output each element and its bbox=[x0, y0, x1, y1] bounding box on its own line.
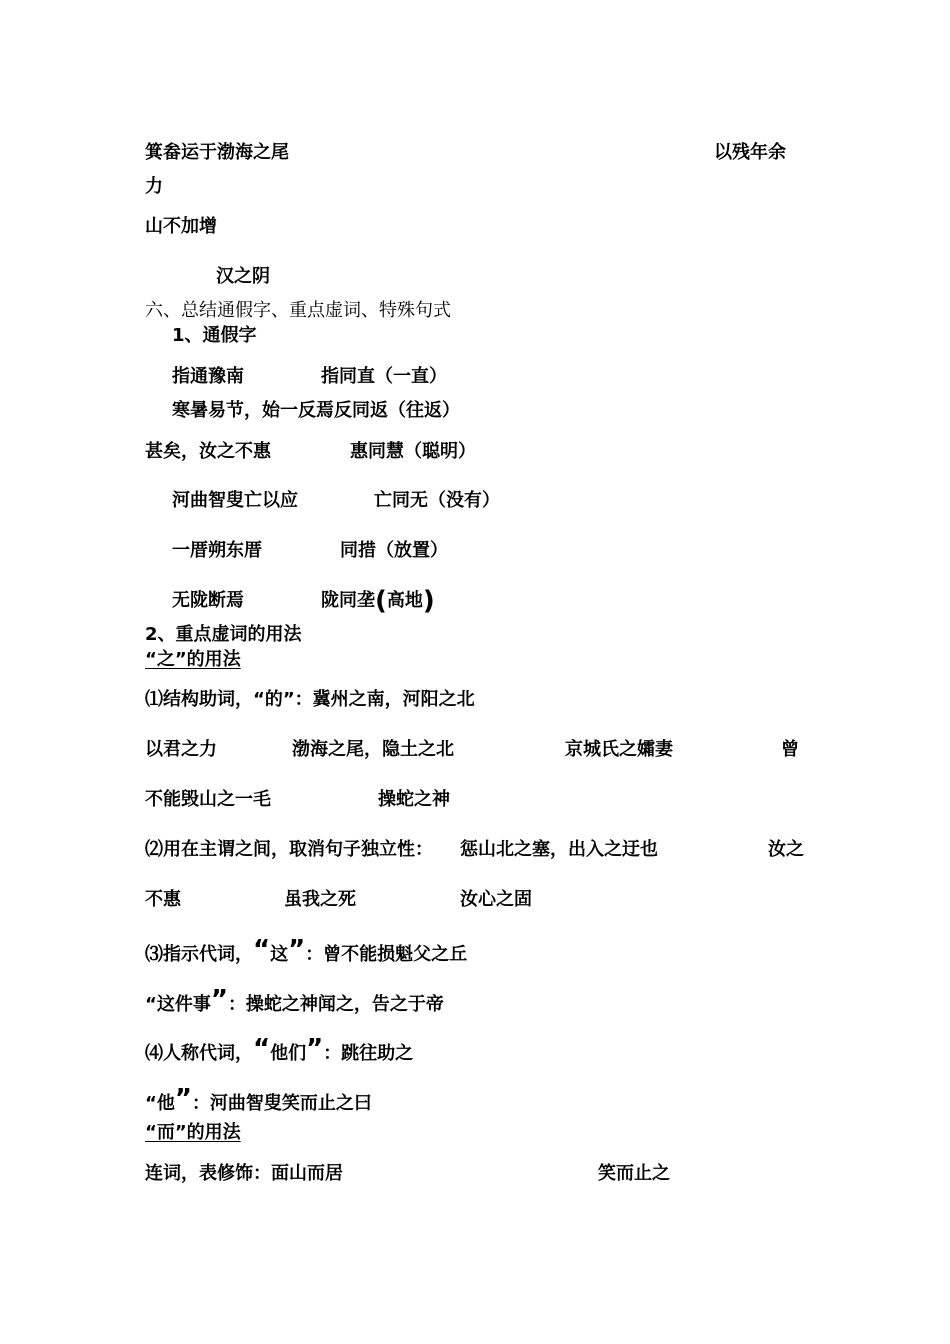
text-segment: 陇同垄 bbox=[321, 590, 375, 611]
text-line: 河曲智叟亡以应 bbox=[172, 490, 298, 511]
text-segment: 高地 bbox=[386, 590, 423, 611]
quote-close: ” bbox=[306, 1034, 324, 1064]
paren-close: ) bbox=[422, 586, 435, 616]
text-line bbox=[321, 586, 435, 616]
text-line: 寒暑易节，始一反焉反同返（往返） bbox=[172, 400, 460, 421]
zhi-heading: “之”的用法 bbox=[145, 649, 241, 670]
text-line: 惠同慧（聪明） bbox=[350, 441, 476, 462]
quote-close: ” bbox=[210, 985, 228, 1015]
text-line: 虽我之死 bbox=[284, 889, 356, 910]
text-line: ⑴结构助词，“的”：冀州之南，河阳之北 bbox=[145, 689, 475, 710]
text-line: 力 bbox=[145, 176, 163, 197]
text-segment: ：曾不能损魁父之丘 bbox=[305, 944, 468, 965]
text-line: 渤海之尾，隐土之北 bbox=[292, 739, 454, 760]
text-line: 汝之 bbox=[768, 839, 804, 860]
text-line bbox=[145, 1084, 372, 1115]
text-segment: ⑷人称代词， bbox=[145, 1043, 253, 1064]
text-line bbox=[145, 985, 444, 1016]
text-segment: ⑶指示代词， bbox=[145, 944, 253, 965]
text-line: 汉之阴 bbox=[216, 266, 270, 287]
text-segment: ：河曲智叟笑而止之曰 bbox=[191, 1093, 372, 1114]
text-line bbox=[145, 935, 468, 966]
text-line: 笑而止之 bbox=[598, 1163, 670, 1184]
subsection-heading: 2、重点虚词的用法 bbox=[145, 624, 302, 645]
text-line: 曾 bbox=[781, 739, 799, 760]
text-line: 以君之力 bbox=[145, 739, 217, 760]
text-segment: “他 bbox=[145, 1093, 175, 1114]
text-line: 亡同无（没有） bbox=[374, 490, 500, 511]
text-line: 以残年余 bbox=[714, 142, 786, 163]
text-line: 汝心之固 bbox=[460, 889, 532, 910]
section-heading: 六、总结通假字、重点虚词、特殊句式 bbox=[145, 300, 451, 321]
er-heading: “而”的用法 bbox=[145, 1122, 241, 1143]
paren-open: ( bbox=[375, 586, 387, 616]
text-line: ⑵用在主谓之间，取消句子独立性： bbox=[145, 839, 433, 860]
text-line: 山不加增 bbox=[145, 216, 217, 237]
quote-close: ” bbox=[288, 935, 306, 965]
text-segment: ：操蛇之神闻之，告之于帝 bbox=[227, 994, 444, 1015]
text-line: 不惠 bbox=[145, 889, 181, 910]
text-line: 无陇断焉 bbox=[172, 590, 244, 611]
text-line: 指同直（一直） bbox=[321, 366, 447, 387]
text-line: 一厝朔东厝 bbox=[172, 540, 262, 561]
text-segment: 这 bbox=[270, 944, 289, 965]
text-line bbox=[145, 1034, 414, 1065]
text-segment: “这件事 bbox=[145, 994, 211, 1015]
text-line: 同措（放置） bbox=[340, 540, 448, 561]
text-line: 京城氏之孀妻 bbox=[565, 739, 673, 760]
text-line: 箕畚运于渤海之尾 bbox=[145, 142, 289, 163]
text-segment: ：跳往助之 bbox=[323, 1043, 414, 1064]
text-line: 甚矣，汝之不惠 bbox=[145, 441, 271, 462]
quote-close: ” bbox=[174, 1084, 192, 1114]
text-line: 指通豫南 bbox=[172, 366, 244, 387]
text-segment: 他们 bbox=[270, 1043, 307, 1064]
text-line: 操蛇之神 bbox=[378, 789, 450, 810]
text-line: 连词，表修饰：面山而居 bbox=[145, 1163, 343, 1184]
text-line: 不能毁山之一毛 bbox=[145, 789, 271, 810]
subsection-heading: 1、通假字 bbox=[172, 325, 257, 346]
text-line: 惩山北之塞，出入之迂也 bbox=[460, 839, 658, 860]
quote-open: “ bbox=[253, 935, 271, 965]
quote-open: “ bbox=[253, 1034, 271, 1064]
